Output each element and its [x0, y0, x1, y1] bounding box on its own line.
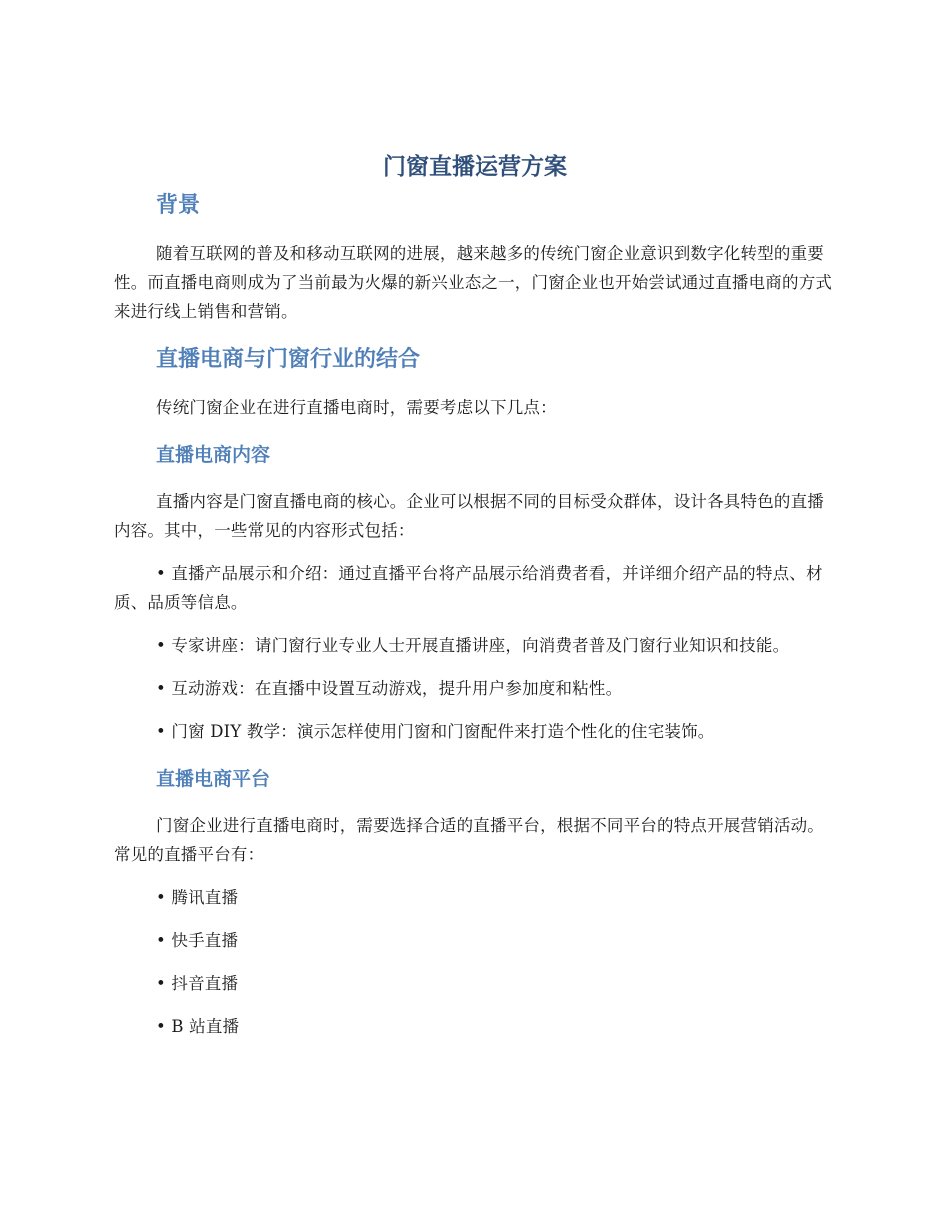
list-item: • B 站直播: [156, 1017, 240, 1036]
paragraph-live-content: 直播内容是门窗直播电商的核心。企业可以根据不同的目标受众群体，设计各具特色的直播内容。其中，一些常见的内容形式包括：: [114, 492, 824, 540]
paragraph-background: 随着互联网的普及和移动互联网的进展，越来越多的传统门窗企业意识到数字化转型的重要性。而直播电商则成为了当前最为火爆的新兴业态之一，门窗企业也开始尝试通过直播电商的方式来进行线上销售和营销。: [114, 244, 833, 321]
paragraph-live-platform: 门窗企业进行直播电商时，需要选择合适的直播平台，根据不同平台的特点开展营销活动。常见的直播平台有：: [114, 816, 824, 864]
heading-combination: 直播电商与门窗行业的结合: [156, 347, 421, 372]
heading-live-content: 直播电商内容: [156, 444, 271, 466]
paragraph-combination-intro: 传统门窗企业在进行直播电商时，需要考虑以下几点：: [156, 398, 557, 417]
list-item: • 腾讯直播: [156, 888, 239, 907]
list-item: • 专家讲座：请门窗行业专业人士开展直播讲座，向消费者普及门窗行业知识和技能。: [156, 636, 790, 655]
list-item: • 抖音直播: [156, 974, 239, 993]
heading-background: 背景: [156, 193, 201, 218]
heading-live-platform: 直播电商平台: [156, 768, 271, 790]
list-item: • 直播产品展示和介绍：通过直播平台将产品展示给消费者看，并详细介绍产品的特点、材质、品质等信息。: [114, 564, 823, 612]
list-item: • 快手直播: [156, 931, 239, 950]
list-item: • 门窗 DIY 教学：演示怎样使用门窗和门窗配件来打造个性化的住宅装饰。: [156, 722, 715, 741]
document-body: [114, 190, 838, 1041]
list-item: • 互动游戏：在直播中设置互动游戏，提升用户参加度和粘性。: [156, 679, 623, 698]
document-title: 门窗直播运营方案: [383, 154, 567, 180]
